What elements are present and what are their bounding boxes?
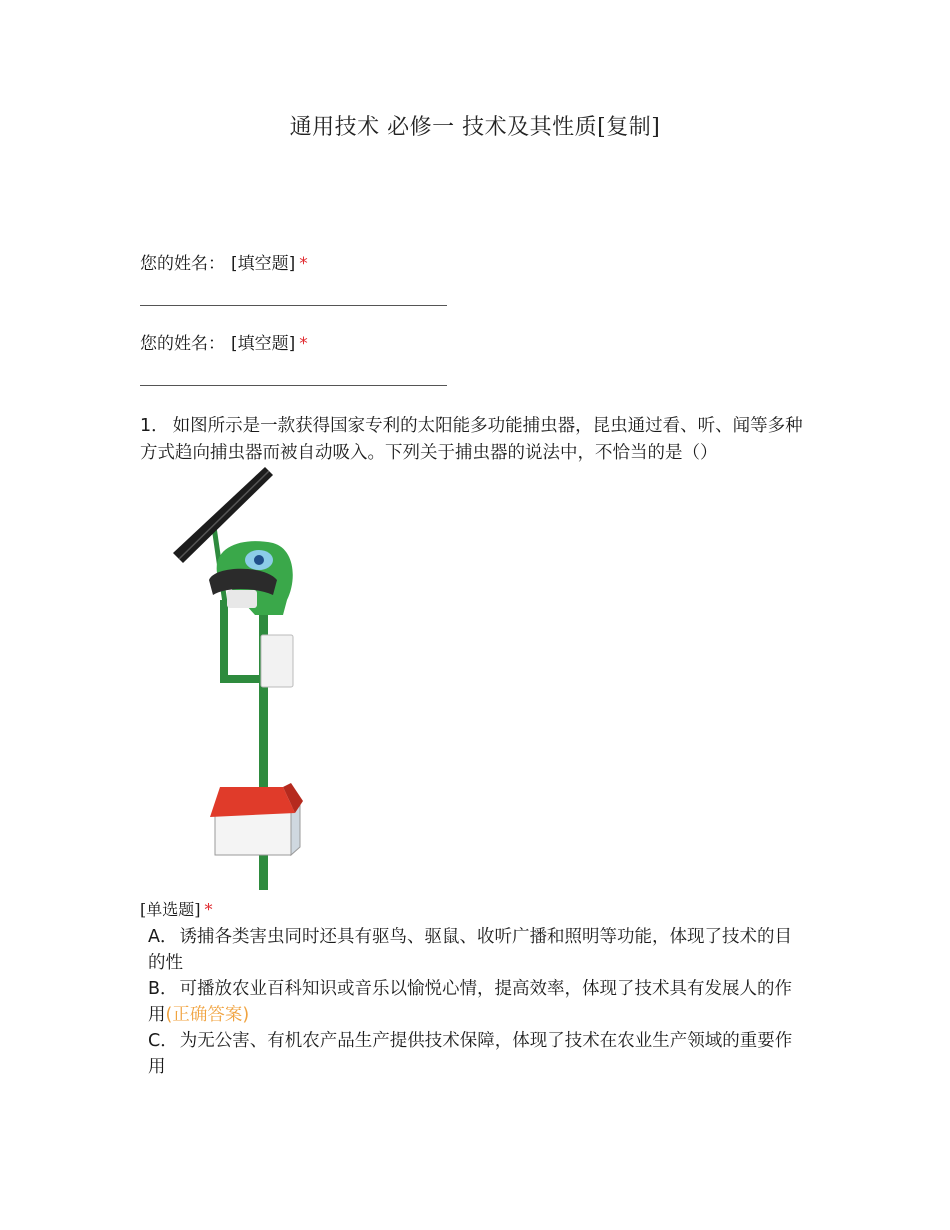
control-box — [261, 635, 293, 687]
house-body — [215, 810, 291, 855]
field-type: [填空题] — [231, 334, 296, 354]
question-body: 如图所示是一款获得国家专利的太阳能多功能捕虫器，昆虫通过看、听、闻等多种方式趋向捕虫器而被自动吸入。下列关于捕虫器的说法中，不恰当的是（） — [140, 416, 803, 463]
solar-insect-trap-image — [155, 465, 365, 895]
required-mark: * — [204, 900, 213, 919]
option-text: 诱捕各类害虫同时还具有驱鸟、驱鼠、收听广播和照明等功能，体现了技术的目的性 — [148, 927, 792, 973]
question-text — [140, 413, 810, 467]
option-b[interactable] — [148, 976, 808, 1028]
question-type — [140, 899, 213, 921]
name-field-label-1 — [140, 252, 308, 276]
required-mark: * — [299, 254, 308, 274]
question-number: 1． — [140, 416, 169, 436]
option-letter: C． — [148, 1031, 178, 1051]
option-text: 可播放农业百科知识或音乐以愉悦心情，提高效率，体现了技术具有发展人的作用 — [148, 979, 793, 1025]
name-field-label-2 — [140, 332, 308, 356]
house-roof — [210, 787, 295, 817]
field-label-text: 您的姓名： — [140, 334, 225, 354]
bracket-vertical — [220, 600, 228, 682]
required-mark: * — [299, 334, 308, 354]
correct-answer-tag: (正确答案) — [165, 1005, 250, 1025]
name-input-2[interactable] — [140, 385, 447, 386]
field-type: [填空题] — [231, 254, 296, 274]
option-letter: B． — [148, 979, 178, 999]
name-input-1[interactable] — [140, 305, 447, 306]
page-title: 通用技术 必修一 技术及其性质[复制] — [289, 115, 661, 140]
option-text: 为无公害、有机农产品生产提供技术保障，体现了技术在农业生产领域的重要作用 — [148, 1031, 793, 1077]
option-letter: A． — [148, 927, 178, 947]
question-type-text: [单选题] — [140, 900, 201, 919]
option-a[interactable] — [148, 924, 808, 976]
field-label-text: 您的姓名： — [140, 254, 225, 274]
option-c[interactable] — [148, 1028, 808, 1080]
